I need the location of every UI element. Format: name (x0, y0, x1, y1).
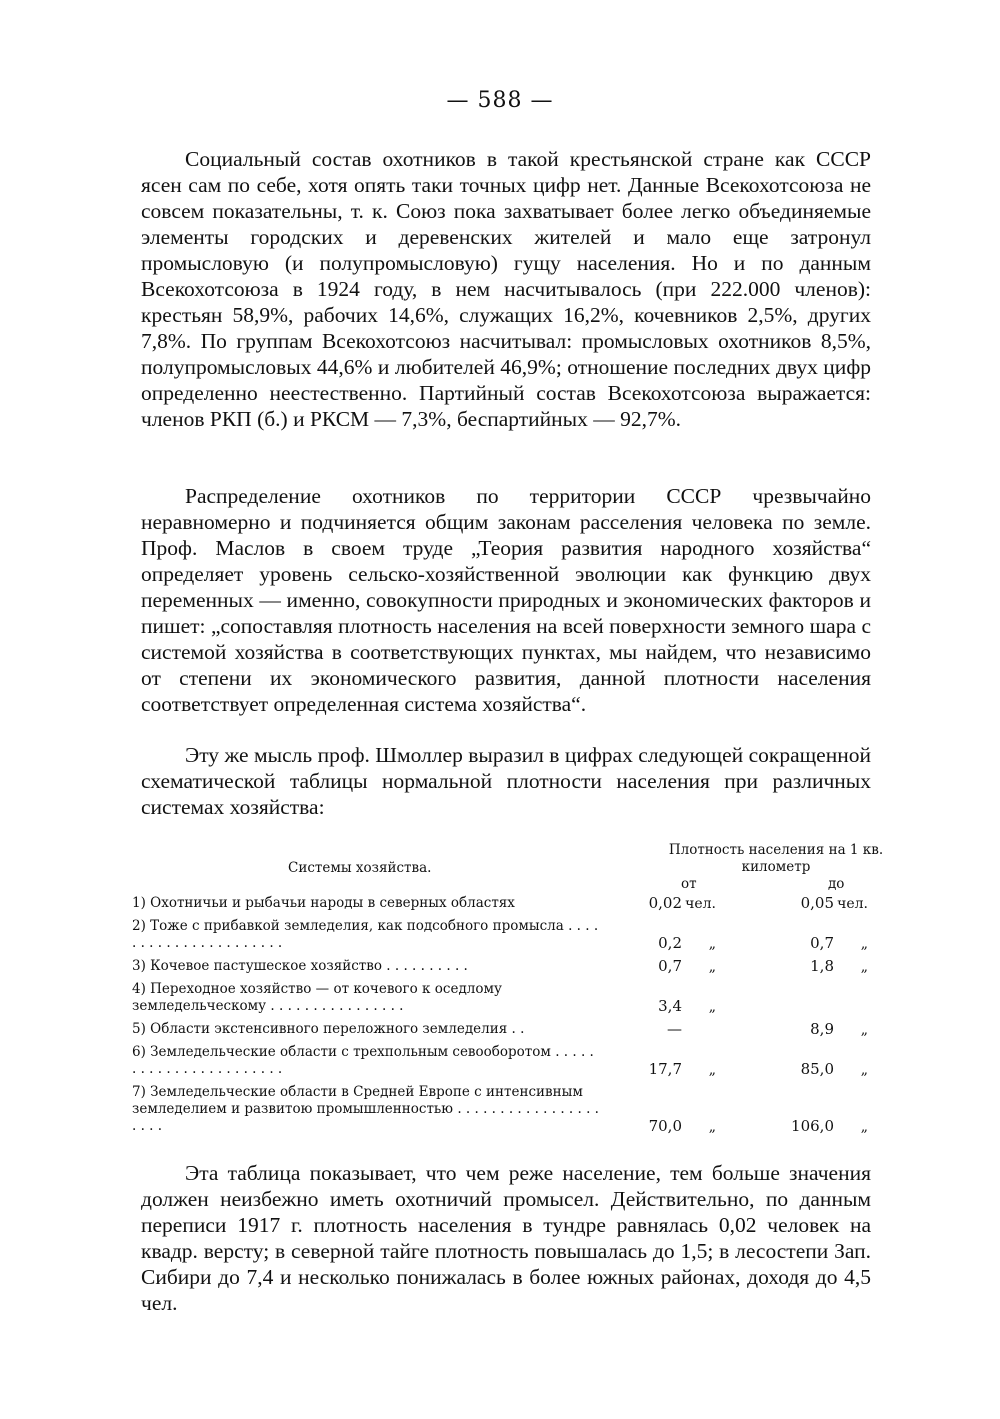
row-from: — (667, 1020, 682, 1038)
row-label: 1) Охотничьи и рыбачьи народы в северных областях (132, 895, 515, 911)
paragraph-distribution: Распределение охотников по территории СССР чрезвычайно неравномерно и подчиняется общим законам расселения человека по земле. Проф. Маслов в своем труде „Теория развития народного хозяйства“ определяет уровень сельско-хозяйственной эволюции как функцию двух переменных — именно, совокупности природных и экономических факторов и пишет: „сопоставляя плотность населения на всей поверхности земного шара с системой хозяйства в соответствующих пунктах, мы найдем, что независимо от степени их экономического развития, данной плотности населения соответствует определенная система хозяйства“. (141, 484, 871, 716)
row-label: 2) Тоже с прибавкой земледелия, как подсобного промысла . . . . . . . . . . . . . . . . . . . . . . (132, 918, 599, 951)
row-to-unit: „ (860, 959, 868, 975)
paragraph-schmoller: Эту же мысль проф. Шмоллер выразил в цифрах следующей сокращенной схематической таблицы нормальной плотности населения при различных системах хозяйства: (141, 743, 871, 819)
row-from: 3,4 (658, 997, 682, 1015)
row-from: 0,02 (648, 894, 682, 912)
row-from-unit: чел. (685, 896, 716, 912)
row-from-unit: „ (708, 936, 716, 952)
table-row (132, 895, 882, 912)
header-density: Плотность населения на 1 кв. километр (668, 842, 884, 875)
page-number: — 588 — (446, 88, 554, 113)
row-from-unit: „ (708, 1062, 716, 1078)
table-row (132, 1021, 882, 1038)
row-to-unit: „ (860, 936, 868, 952)
density-table-header (128, 842, 884, 892)
row-from: 70,0 (648, 1117, 682, 1135)
row-from-unit: „ (708, 959, 716, 975)
row-to-unit: „ (860, 1062, 868, 1078)
header-from: от (681, 876, 697, 892)
row-label: 3) Кочевое пастушеское хозяйство . . . . . . . . . . (132, 958, 468, 974)
row-to: 0,05 (800, 894, 834, 912)
row-from: 0,7 (658, 957, 682, 975)
table-row (132, 958, 882, 975)
table-row (132, 981, 882, 1015)
row-to-unit: „ (860, 1119, 868, 1135)
paragraph-social-composition: Социальный состав охотников в такой крестьянской стране как СССР ясен сам по себе, хотя опять таки точных цифр нет. Данные Всекохотсоюза не совсем показательны, т. к. Союз пока захватывает более легко объединяемые элементы городских и деревенских жителей и мало еще затронул промысловую (и полупромысловую) гущу населения. Но и по данным Всекохотсоюза в 1924 году, в нем насчитывалось (при 222.000 членов): крестьян 58,9%, рабочих 14,6%, служащих 16,2%, кочевников 2,5%, других 7,8%. По группам Всекохотсоюз насчитывал: промысловых охотников 8,5%, полупромысловых 44,6% и любителей 46,9%; отношение последних двух цифр определенно неестественно. Партийный состав Всекохотсоюза выражается: членов РКП (б.) и РКСМ — 7,3%, беспартийных — 92,7%. (141, 147, 871, 431)
table-row (132, 1084, 882, 1135)
row-to-unit: чел. (837, 896, 868, 912)
row-label: 6) Земледельческие области с трехпольным севооборотом . . . . . . . . . . . . . . . . . . . . . . . (132, 1044, 594, 1077)
row-label: 5) Области экстенсивного переложного земледелия . . (132, 1021, 525, 1037)
paragraph-table-conclusion: Эта таблица показывает, что чем реже население, тем больше значения должен неизбежно иметь охотничий промысел. Действительно, по данным переписи 1917 г. плотность населения в тундре равнялась 0,02 человек на квадр. версту; в северной тайге плотность повышалась до 1,5; в лесостепи Зап. Сибири до 7,4 и несколько понижалась в более южных районах, доходя до 4,5 чел. (141, 1161, 871, 1315)
row-label: 4) Переходное хозяйство — от кочевого к оседлому земледельческому . . . . . . . . . . . . . . . . (132, 981, 502, 1014)
row-to: 1,8 (810, 957, 834, 975)
table-row (132, 918, 882, 952)
header-to: до (828, 876, 845, 892)
row-label: 7) Земледельческие области в Средней Европе с интенсивным земледелием и развитою промышленностью . . . . . . . . . . . . . . . . . . . . . (132, 1084, 599, 1134)
row-to-unit: „ (860, 1022, 868, 1038)
header-systems: Системы хозяйства. (288, 860, 432, 876)
row-from: 0,2 (658, 934, 682, 952)
table-row (132, 1044, 882, 1078)
density-table (132, 895, 882, 1135)
row-to: 0,7 (810, 934, 834, 952)
row-to: 85,0 (800, 1060, 834, 1078)
row-to: 8,9 (810, 1020, 834, 1038)
row-from: 17,7 (648, 1060, 682, 1078)
row-from-unit: „ (708, 999, 716, 1015)
row-to: 106,0 (791, 1117, 834, 1135)
row-from-unit: „ (708, 1119, 716, 1135)
